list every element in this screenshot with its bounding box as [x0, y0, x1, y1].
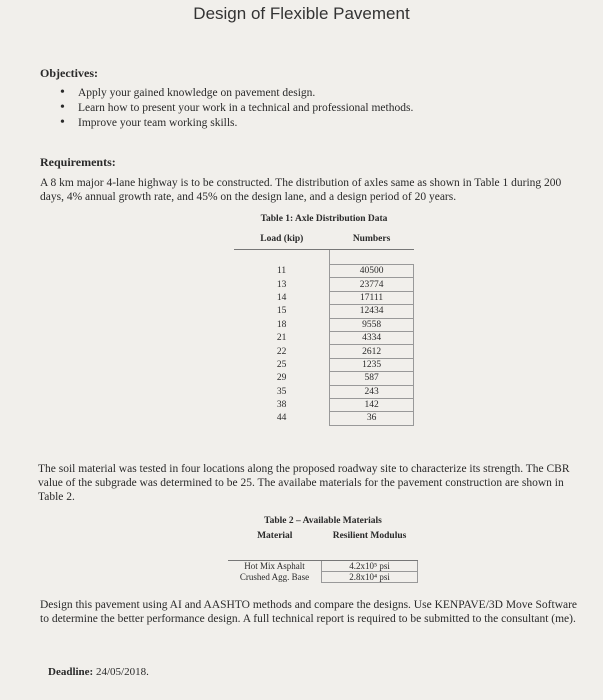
- list-item: • Learn how to present your work in a technical and professional methods.: [60, 101, 413, 116]
- material-cell: Crushed Agg. Base: [228, 572, 322, 583]
- objectives-heading: Objectives:: [40, 66, 98, 80]
- numbers-cell: 36: [330, 412, 414, 425]
- numbers-cell: 4334: [330, 331, 414, 344]
- numbers-cell: 12434: [330, 305, 414, 318]
- load-cell: 13: [234, 278, 330, 291]
- load-cell: 44: [234, 412, 330, 425]
- load-cell: 14: [234, 291, 330, 304]
- list-item: • Apply your gained knowledge on pavement design.: [60, 86, 413, 101]
- material-cell: Hot Mix Asphalt: [228, 561, 322, 572]
- list-item: • Improve your team working skills.: [60, 116, 413, 131]
- requirements-paragraph: A 8 km major 4-lane highway is to be constructed. The distribution of axles same as shown in Table 1 during 200 days, 4% annual growth rate, and 45% on the design lane, and a design period of 20 years.: [40, 177, 562, 203]
- table-row: [234, 278, 414, 291]
- numbers-cell: 17111: [330, 291, 414, 304]
- modulus-cell: 4.2x10⁵ psi: [322, 561, 418, 572]
- load-cell: 21: [234, 331, 330, 344]
- page-title: Design of Flexible Pavement: [193, 4, 410, 23]
- table-row: [234, 291, 414, 304]
- numbers-cell: 23774: [330, 278, 414, 291]
- deadline-value: 24/05/2018.: [95, 666, 149, 678]
- load-cell: 29: [234, 372, 330, 385]
- table-row: [234, 398, 414, 411]
- numbers-cell: 142: [330, 398, 414, 411]
- materials-table: [228, 530, 418, 583]
- table-row: [234, 345, 414, 358]
- table-row: [234, 265, 414, 278]
- load-cell: 15: [234, 305, 330, 318]
- load-cell: 35: [234, 385, 330, 398]
- table-header: Numbers: [330, 229, 414, 250]
- table-row: [234, 358, 414, 371]
- table-row: [234, 385, 414, 398]
- numbers-cell: 9558: [330, 318, 414, 331]
- objectives-list: [60, 86, 413, 131]
- table-row: [228, 561, 418, 572]
- table-row: [228, 572, 418, 583]
- table-row: [234, 318, 414, 331]
- load-cell: 38: [234, 398, 330, 411]
- deadline: [48, 666, 149, 678]
- load-cell: 25: [234, 358, 330, 371]
- deadline-label: Deadline:: [48, 666, 94, 678]
- task-paragraph: Design this pavement using AI and AASHTO methods and compare the designs. Use KENPAVE/3D Move Software to determine the better performance design. A full technical report is required to be submitted to the consultant (me).: [40, 599, 578, 625]
- soil-paragraph: The soil material was tested in four locations along the proposed roadway site to characterize its strength. The CBR value of the subgrade was determined to be 25. The availabe materials for the pavement construction are shown in Table 2.: [38, 463, 570, 503]
- load-cell: 11: [234, 265, 330, 278]
- numbers-cell: 40500: [330, 265, 414, 278]
- table-row: [234, 412, 414, 425]
- table-row: [234, 372, 414, 385]
- axle-distribution-table: [234, 229, 414, 426]
- table-row: [234, 305, 414, 318]
- table-header: Load (kip): [234, 229, 330, 250]
- numbers-cell: 2612: [330, 345, 414, 358]
- load-cell: 22: [234, 345, 330, 358]
- table-row: [234, 331, 414, 344]
- table-header: Material: [228, 530, 322, 561]
- table1-caption: Table 1: Axle Distribution Data: [260, 214, 388, 224]
- load-cell: 18: [234, 318, 330, 331]
- table-header: Resilient Modulus: [322, 530, 418, 561]
- numbers-cell: 587: [330, 372, 414, 385]
- numbers-cell: 1235: [330, 358, 414, 371]
- requirements-heading: Requirements:: [40, 155, 116, 169]
- numbers-cell: 243: [330, 385, 414, 398]
- table2-caption: Table 2 – Available Materials: [264, 516, 382, 526]
- modulus-cell: 2.8x10⁴ psi: [322, 572, 418, 583]
